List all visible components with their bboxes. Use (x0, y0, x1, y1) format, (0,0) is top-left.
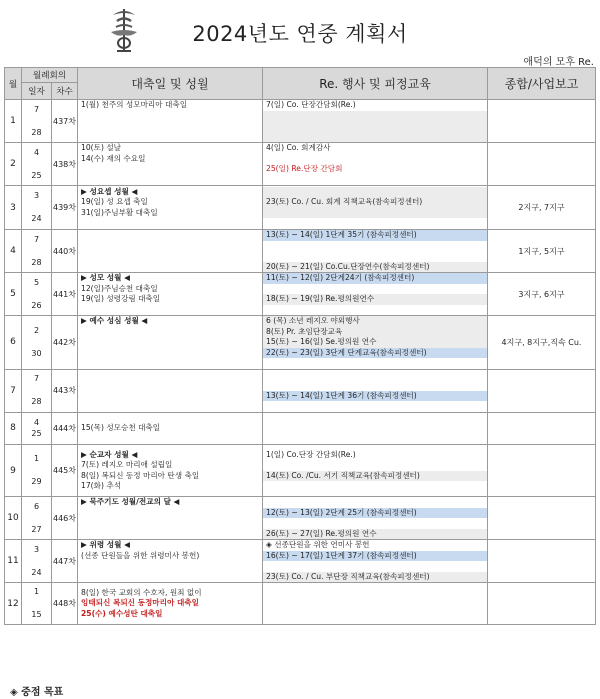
meeting-day: 28 (31, 127, 42, 137)
meeting-count-cell: 440차 (52, 230, 78, 273)
event-line (263, 370, 487, 381)
feast-line: 19(일) 성령강림 대축일 (81, 294, 161, 303)
header-month: 월 (5, 68, 22, 100)
feast-line (78, 413, 262, 424)
feast-line: 19(일) 성 요셉 축일 (81, 197, 148, 206)
meeting-count-cell: 446차 (52, 497, 78, 540)
feast-line (78, 262, 262, 273)
feast-line (78, 529, 262, 540)
feast-line (78, 337, 262, 348)
feast-line: 25(수) 예수성탄 대축일 (81, 608, 163, 618)
meeting-count-cell: 445차 (52, 445, 78, 497)
feasts-cell (78, 143, 263, 186)
month-cell: 8 (5, 412, 22, 445)
meeting-days-cell (22, 100, 52, 143)
feasts-cell (78, 583, 263, 625)
feast-line: 17(화) 추석 (81, 481, 122, 490)
meeting-day (22, 337, 51, 349)
event-line: 22(토) ~ 23(일) 3단계 단계교육(참속피정센터) (263, 348, 487, 359)
meeting-count-cell: 444차 (52, 412, 78, 445)
event-line (263, 121, 487, 132)
month-cell: 1 (5, 100, 22, 143)
event-line: 18(토) ~ 19(일) Re.평의원연수 (263, 294, 487, 305)
report-cell: 3지구, 6지구 (488, 273, 596, 316)
feast-line (78, 132, 262, 143)
feast-line: ▶ 예수 성심 성월 ◀ (81, 316, 148, 325)
feasts-cell (78, 316, 263, 370)
event-line (263, 518, 487, 529)
event-line: 20(토) ~ 21(일) Co.Cu.단장연수(참속피정센터) (263, 262, 487, 273)
header-events: Re. 행사 및 피정교육 (263, 68, 488, 100)
report-cell: 1지구, 5지구 (488, 230, 596, 273)
meeting-day: 27 (31, 524, 42, 534)
month-cell: 11 (5, 540, 22, 583)
report-cell (488, 100, 596, 143)
feast-line: 7(토) 레지오 마리애 설립일 (81, 460, 173, 469)
meeting-days-cell (22, 273, 52, 316)
event-line (263, 481, 487, 492)
feasts-cell (78, 369, 263, 412)
event-line: 15(토) ~ 16(일) Se.평의원 연수 (263, 337, 487, 348)
feast-line: ▶ 묵주기도 성월/전교의 달 ◀ (81, 497, 180, 506)
event-line (263, 251, 487, 262)
event-line (263, 423, 487, 434)
feast-line: ▶ 위령 성월 ◀ (81, 540, 130, 549)
events-cell (263, 100, 488, 143)
feast-line (78, 508, 262, 519)
event-line: 23(토) Co. / Cu. 부단장 직책교육(참속피정센터) (263, 572, 487, 583)
annual-plan-table (4, 67, 596, 625)
feast-line: ▶ 성모 성월 ◀ (81, 273, 130, 282)
events-cell (263, 583, 488, 625)
meeting-day: 15 (31, 610, 42, 620)
meeting-day: 7 (33, 374, 40, 384)
month-cell: 10 (5, 497, 22, 540)
meeting-count-cell: 442차 (52, 316, 78, 370)
meeting-day: 28 (31, 257, 42, 267)
feast-line (78, 175, 262, 186)
event-line (263, 132, 487, 143)
meeting-count-cell: 437차 (52, 100, 78, 143)
feast-line (78, 391, 262, 402)
event-line: 6 (목) 소년 레지오 야외행사 (263, 316, 487, 327)
report-cell (488, 497, 596, 540)
table-row (5, 230, 596, 273)
report-cell (488, 540, 596, 583)
feasts-cell (78, 273, 263, 316)
meeting-day: 1 (33, 454, 40, 464)
feasts-cell (78, 100, 263, 143)
event-line: 13(토) ~ 14(일) 1단계 35기 (참속피정센터) (263, 230, 487, 241)
meeting-day (22, 512, 51, 524)
month-cell: 9 (5, 445, 22, 497)
meeting-day (22, 465, 51, 477)
meeting-day: 7 (33, 234, 40, 244)
feast-line (78, 251, 262, 262)
feast-line (78, 348, 262, 359)
feast-line: 8(일) 한국 교회의 수호자, 원죄 없이 (81, 587, 202, 597)
event-line (263, 218, 487, 229)
report-cell (488, 445, 596, 497)
feasts-cell (78, 497, 263, 540)
meeting-day (22, 288, 51, 300)
table-row (5, 273, 596, 316)
feast-line (78, 572, 262, 583)
event-line (263, 460, 487, 471)
meeting-day: 6 (33, 501, 40, 511)
meeting-day: 30 (31, 349, 42, 358)
event-line (263, 358, 487, 369)
table-row (5, 445, 596, 497)
meeting-day: 24 (31, 214, 42, 224)
meeting-day: 29 (31, 477, 42, 487)
feasts-cell (78, 445, 263, 497)
event-line (263, 497, 487, 508)
feast-line: 14(수) 재의 수요일 (81, 153, 146, 163)
meeting-days-cell (22, 540, 52, 583)
meeting-days-cell (22, 316, 52, 370)
focus-goal-label: ◈ 중점 목표 (10, 687, 64, 698)
event-line (263, 380, 487, 391)
meeting-day: 1 (33, 587, 40, 597)
header-meeting: 월례회의 (22, 68, 78, 83)
table-row (5, 583, 596, 625)
feast-line (78, 230, 262, 241)
feast-line (78, 241, 262, 252)
report-cell (488, 369, 596, 412)
feasts-cell (78, 412, 263, 445)
month-cell: 5 (5, 273, 22, 316)
feast-line (78, 111, 262, 122)
events-cell (263, 497, 488, 540)
month-cell: 4 (5, 230, 22, 273)
events-cell (263, 316, 488, 370)
feasts-cell (78, 230, 263, 273)
event-line (263, 598, 487, 609)
event-line (263, 305, 487, 316)
report-cell (488, 143, 596, 186)
meeting-day (22, 202, 51, 214)
feast-line (78, 434, 262, 445)
meeting-days-cell (22, 230, 52, 273)
feast-line (78, 518, 262, 529)
feast-line: 15(목) 성모승천 대축일 (81, 423, 161, 432)
feast-line: 10(토) 설날 (81, 143, 122, 152)
table-row (5, 143, 596, 186)
table-row (5, 369, 596, 412)
events-cell (263, 230, 488, 273)
event-line: 25(일) Re.단장 간담회 (266, 164, 343, 173)
meeting-day: 25 (31, 429, 42, 439)
meeting-count-cell: 443차 (52, 369, 78, 412)
event-line (263, 111, 487, 122)
feast-line (78, 401, 262, 412)
feast-line (78, 370, 262, 381)
praesidium-name: 애덕의 모후 Re. (523, 57, 594, 68)
meeting-days-cell (22, 412, 52, 445)
header-feasts: 대축일 및 성월 (78, 68, 263, 100)
event-line: 8(토) Pr. 초임단장교육 (263, 327, 487, 338)
meeting-day (22, 158, 51, 170)
meeting-days-cell (22, 143, 52, 186)
header-day: 일자 (22, 83, 52, 100)
event-line (263, 561, 487, 572)
event-line: 14(토) Co. /Cu. 서기 직책교육(참속피정센터) (263, 471, 487, 482)
feast-line: (선종 단원들을 위한 위령미사 봉헌) (81, 550, 200, 560)
event-line: 7(일) Co. 단장간담회(Re.) (266, 100, 356, 109)
meeting-days-cell (22, 369, 52, 412)
event-line (263, 154, 487, 165)
table-row (5, 186, 596, 230)
month-cell: 6 (5, 316, 22, 370)
meeting-day (22, 245, 51, 257)
meeting-day: 2 (33, 326, 40, 335)
header-count: 차수 (52, 83, 78, 100)
events-cell (263, 143, 488, 186)
meeting-days-cell (22, 583, 52, 625)
feast-line (78, 305, 262, 316)
feast-line: 12(일)주님승천 대축일 (81, 283, 158, 293)
meeting-day: 24 (31, 567, 42, 577)
event-line: 16(토) ~ 17(일) 1단계 37기 (참속피정센터) (263, 551, 487, 562)
feast-line (78, 121, 262, 132)
event-line (263, 284, 487, 295)
meeting-days-cell (22, 445, 52, 497)
meeting-count-cell: 448차 (52, 583, 78, 625)
report-cell: 2지구, 7지구 (488, 186, 596, 230)
events-cell (263, 273, 488, 316)
event-line (263, 401, 487, 412)
feasts-cell (78, 540, 263, 583)
meeting-count-cell: 439차 (52, 186, 78, 230)
event-line (263, 413, 487, 424)
report-cell (488, 583, 596, 625)
feast-line: ▶ 순교자 성월 ◀ (81, 449, 138, 459)
meeting-day: 26 (31, 300, 42, 310)
feast-line (78, 218, 262, 229)
report-cell: 4지구, 8지구,직속 Cu. (488, 316, 596, 370)
report-cell (488, 412, 596, 445)
event-line (263, 187, 487, 198)
event-line (263, 588, 487, 599)
month-cell: 3 (5, 186, 22, 230)
events-cell (263, 445, 488, 497)
table-row (5, 412, 596, 445)
meeting-days-cell (22, 186, 52, 230)
month-cell: 7 (5, 369, 22, 412)
meeting-days-cell (22, 497, 52, 540)
meeting-day (22, 555, 51, 567)
feast-line (78, 380, 262, 391)
meeting-day (22, 115, 51, 127)
table-row (5, 100, 596, 143)
feast-line (78, 561, 262, 572)
event-line (263, 241, 487, 252)
event-line (263, 175, 487, 186)
meeting-day: 28 (31, 397, 42, 407)
event-line: 4(일) Co. 회계감사 (266, 143, 331, 152)
event-line: 12(토) ~ 13(일) 2단계 25기 (참속피정센터) (263, 508, 487, 519)
feast-line (78, 164, 262, 175)
feast-line: ▶ 성요셉 성월 ◀ (81, 186, 138, 196)
events-cell (263, 369, 488, 412)
feast-line: 잉태되신 복되신 동정마리아 대축일 (81, 598, 199, 608)
meeting-count-cell: 447차 (52, 540, 78, 583)
event-line: 26(토) ~ 27(일) Re.평의원 연수 (263, 529, 487, 540)
header-report: 종합/사업보고 (488, 68, 596, 100)
meeting-day (22, 598, 51, 610)
feast-line (78, 358, 262, 369)
event-line: 1(일) Co.단장 간담회(Re.) (266, 449, 356, 459)
feast-line (78, 327, 262, 338)
event-line: ◈ 선종단원을 위한 연미사 봉헌 (266, 540, 370, 549)
feast-line: 1(월) 천주의 성모마리아 대축일 (81, 100, 188, 109)
event-line: 13(토) ~ 14(일) 1단계 36기 (참속피정센터) (263, 391, 487, 402)
feasts-cell (78, 186, 263, 230)
event-line (263, 609, 487, 620)
meeting-day: 3 (33, 191, 40, 201)
feast-line: 31(일)주님부활 대축일 (81, 207, 158, 217)
meeting-day: 3 (33, 544, 40, 554)
month-cell: 12 (5, 583, 22, 625)
feast-line: 8(일) 복되신 동정 마리아 탄생 축일 (81, 470, 200, 480)
table-row (5, 497, 596, 540)
table-row (5, 316, 596, 370)
table-row (5, 540, 596, 583)
event-line: 23(토) Co. / Cu. 회계 직책교육(참속피정센터) (263, 197, 487, 208)
events-cell (263, 540, 488, 583)
event-line (263, 208, 487, 219)
meeting-day (22, 385, 51, 397)
meeting-day: 4 (33, 417, 40, 427)
events-cell (263, 412, 488, 445)
meeting-day: 25 (31, 170, 42, 180)
meeting-day: 5 (33, 277, 40, 287)
month-cell: 2 (5, 143, 22, 186)
meeting-day: 7 (33, 104, 40, 114)
meeting-day: 4 (33, 147, 40, 157)
meeting-count-cell: 441차 (52, 273, 78, 316)
page-title: 2024년도 연중 계획서 (192, 22, 408, 46)
events-cell (263, 186, 488, 230)
meeting-count-cell: 438차 (52, 143, 78, 186)
event-line (263, 434, 487, 445)
event-line: 11(토) ~ 12(일) 2단계24기 (참속피정센터) (263, 273, 487, 284)
